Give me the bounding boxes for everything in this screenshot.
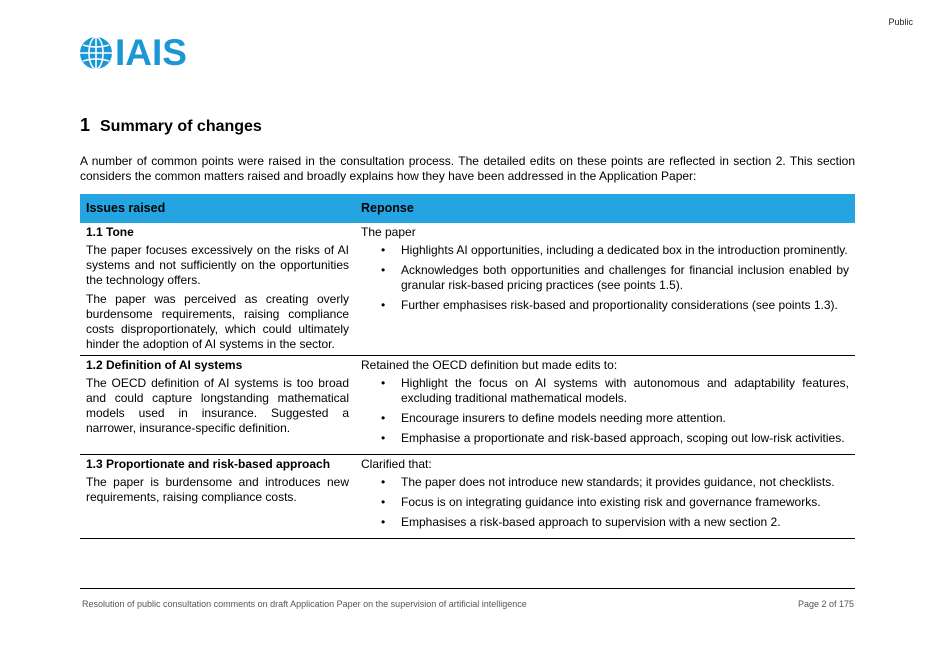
list-item: • Focus is on integrating guidance into existing risk and governance frameworks. bbox=[361, 495, 849, 510]
issue-paragraph: The paper is burdensome and introduces new requirements, raising compliance costs. bbox=[86, 475, 349, 504]
iais-logo bbox=[79, 32, 187, 73]
summary-table bbox=[80, 194, 855, 539]
list-item: • Highlights AI opportunities, including a dedicated box in the introduction prominently. bbox=[361, 243, 849, 258]
list-item: • Emphasises a risk-based approach to supervision with a new section 2. bbox=[361, 515, 849, 530]
section-title: Summary of changes bbox=[100, 118, 262, 135]
table-header-row bbox=[80, 194, 855, 223]
row-title: 1.3 Proportionate and risk-based approach bbox=[86, 457, 331, 471]
issue-paragraph: The OECD definition of AI systems is too broad and could capture longstanding mathematical models used in insurance. Suggested a narrower, insurance-specific definition. bbox=[86, 376, 349, 435]
list-item: • Acknowledges both opportunities and challenges for financial inclusion enabled by granular risk-based pricing practices (see points 1.5). bbox=[361, 263, 849, 293]
footer-document-title: Resolution of public consultation comments on draft Application Paper on the supervision of artificial intelligence bbox=[82, 599, 527, 609]
response-intro: Clarified that: bbox=[361, 457, 432, 471]
issue-cell bbox=[80, 223, 355, 356]
response-intro: The paper bbox=[361, 225, 416, 239]
issue-paragraph: The paper focuses excessively on the risks of AI systems and not sufficiently on the opportunities the technology offers. bbox=[86, 243, 349, 287]
list-item: • Further emphasises risk-based and proportionality considerations (see points 1.3). bbox=[361, 298, 849, 313]
section-heading bbox=[80, 115, 262, 136]
table-row bbox=[80, 455, 855, 539]
table-row bbox=[80, 356, 855, 455]
response-list bbox=[361, 243, 849, 313]
issue-paragraph: The paper was perceived as creating overly burdensome requirements, raising compliance costs disproportionately, which could ultimately hinder the adoption of AI systems in the sector. bbox=[86, 292, 349, 351]
row-title: 1.1 Tone bbox=[86, 225, 134, 239]
header-issues-raised: Issues raised bbox=[80, 194, 355, 223]
list-item: • Encourage insurers to define models needing more attention. bbox=[361, 411, 849, 426]
response-cell bbox=[355, 356, 855, 455]
classification-label: Public bbox=[888, 17, 913, 27]
footer-divider bbox=[80, 588, 855, 589]
list-item: • Highlight the focus on AI systems with autonomous and adaptability features, excluding traditional mathematical models. bbox=[361, 376, 849, 406]
issue-cell bbox=[80, 356, 355, 455]
section-number: 1 bbox=[80, 115, 91, 135]
response-list bbox=[361, 376, 849, 446]
row-title: 1.2 Definition of AI systems bbox=[86, 358, 243, 372]
list-item: • Emphasise a proportionate and risk-based approach, scoping out low-risk activities. bbox=[361, 431, 849, 446]
issue-cell bbox=[80, 455, 355, 539]
header-response: Reponse bbox=[355, 194, 855, 223]
footer-page-number: Page 2 of 175 bbox=[797, 599, 854, 609]
globe-icon bbox=[79, 36, 113, 70]
logo-text: IAIS bbox=[115, 32, 187, 73]
response-cell bbox=[355, 223, 855, 356]
intro-paragraph: A number of common points were raised in the consultation process. The detailed edits on these points are reflected in section 2. This section considers the common matters raised and broadly explains how they have been addressed in the Application Paper: bbox=[80, 154, 855, 183]
table-row bbox=[80, 223, 855, 356]
list-item: • The paper does not introduce new standards; it provides guidance, not checklists. bbox=[361, 475, 849, 490]
response-cell bbox=[355, 455, 855, 539]
response-intro: Retained the OECD definition but made edits to: bbox=[361, 358, 618, 372]
response-list bbox=[361, 475, 849, 530]
